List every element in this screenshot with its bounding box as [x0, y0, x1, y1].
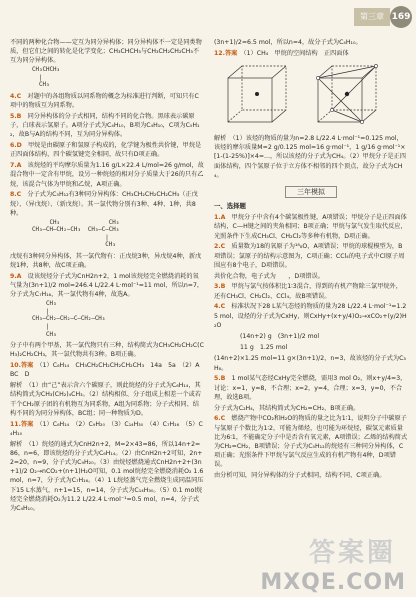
structure-formula: CH₃ CH₃ CH₃—CH—CH₂—CH₃ CH₃—C—CH₃ | CH₃: [32, 219, 120, 249]
answer-r6: 6.C 燃烧产物中CO₂和H₂O的物质的量之比为1∶1，说明分子中碳原子与氢原子个数比为1∶2，可能为烯烃，也可能为环烷烃，碳氢元素质量比为6∶1，不能确定分子中是否含有氧元素，A项错误；乙烯的结构简式为CH₂=CH₂，B项错误；分子式为C₅H₁₂的烷烃有三种同分异构体，C项正确；光照条件下甲烷与氯气反应生成的有机产物有4种，D项错误。: [214, 415, 408, 469]
cube-diagrams: [214, 60, 408, 130]
formula-line: (14n+2) g (3n+1)/2 mol: [240, 333, 320, 341]
paragraph: (3n+1)/2=6.5 mol，所以n=4，故分子式为C₄H₁₀。: [214, 39, 362, 46]
answer-r4: 4.C 标准状况下28 L某气态烃的物质的量为28 L/22.4 L·mol⁻¹=1.25 mol，设烃的分子式为CxHy，则CxHy+(x+y/4)O₂→xCO₂+(y/2)H₂O: [214, 303, 407, 329]
hydrogen-atom: [330, 108, 333, 111]
paragraph: 分子中有两个甲基，其一氯代物只有三种，结构简式为CH₃CH₂CH₂C(CH₃)₂CH₂CH₃，其一氯代物共有3种。B项正确。: [10, 342, 204, 359]
paragraph: (14n+2)×1.25 mol=11 g×(3n+1)/2，n=3，故该烃的分子式为C₃H₈。: [214, 355, 406, 372]
paragraph: 戊烷有3种同分异构体，其一氯代物有：正戊烷3种，异戊烷4种，新戊烷1种，共8种，故C项正确。: [10, 252, 202, 270]
watermark-logo: 答案圈: [308, 538, 396, 568]
right-column: [214, 38, 408, 482]
structure-formula: CH₃CHCH₃ | CH₃: [32, 67, 60, 89]
formula-line: 11 g 1.25 mol: [240, 344, 288, 352]
cube-front-face: [228, 78, 272, 122]
answer-11: 11.答案 （1）C₆H₁₄ （2）C₉H₂₀ （3）C₁₄H₃₀ （4）C₇H₁₆ （5）C₄H₁₀: [10, 420, 203, 437]
carbon-atom: [345, 92, 349, 96]
explanation-11: 解析 （1）烷烃的通式为CnH2n+2，M=2×43=86，所以14n+2=86，n=6，即该烷烃的分子式为C₆H₁₄。（2）由CnH2n+2可知，2n+2=20，n=9，分子式为C₉H₂₀。（3）由烷烃燃烧通式CnH2n+2+(3n+1)/2 O₂→nCO₂+(n+1)H₂O可知，0.1 mol烷烃完全燃烧消耗O₂ 1.6 mol，n=7，分子式为C₇H₁₆。（4）1 L烷烃蒸气完全燃烧生成同温同压下15 L水蒸气，n+1=15，n=14，分子式为C₁₄H₃₀。（5）0.1 mol烷烃完全燃烧消耗O₂为11.2 L/22.4 L·mol⁻¹=0.5 mol，n=4，分子式为C₄H₁₀。: [10, 440, 204, 512]
paragraph: 共价化合物，电子式为 ，D项错误。: [214, 272, 324, 280]
paragraph: 分子式为C₂H₄，其结构简式为CH₂=CH₂，B项正确。: [214, 404, 360, 412]
answer-r2: 2.C 质量数为18的氧原子为¹⁸₈O，A项错误；甲烷的球棍模型为，B项错误；氯原子的结构示意图为，C项正确；CCl₄的电子式中Cl原子周围应有8个电子，D项错误。: [214, 243, 405, 269]
para-text: 不同的两种化合物——定互为同分异构体；同分异构体不一定是同类物质，但它们之间的转化是化学变化；CH₃CHCH₃与CH₃CH₂CH₂CH₃不互为同分异构体。: [10, 39, 202, 65]
hydrogen-atom: [374, 64, 377, 67]
section-title: 三年模拟: [285, 186, 337, 198]
paragraph: 由分析可知，同分异构体的分子式相同，结构不同，C项正确。: [214, 472, 386, 480]
answer-6: 6.D 甲烷是由碳原子和氢原子构成的，化学键为极性共价键，甲烷是正四面体结构，四个碳氢键完全相同，故只有D项正确。: [10, 142, 202, 159]
explanation-12: 解析 （1）该烃的物质的量为n=2.8 L/22.4 L·mol⁻¹=0.125 mol，该烃的摩尔质量M=2 g/0.125 mol=16 g·mol⁻¹，1 g/16 g·mol⁻¹×[1-(1-25%)]×4=...，所以该烃的分子式为CH₄。（2）甲烷分子是正四面体结构，四个氢原子位于立方体不相邻的四个顶点，故分子式为CH₄。: [214, 135, 406, 179]
answer-10: 10.答案 （1）C₆H₁₄ CH₃CH₂CH₂CH₂CH₂CH₃ 14a 5a （2）A BC D: [10, 362, 206, 379]
answer-5: 5.B 同分异构体的分子式相同，结构不同的化合物。黑球表示碳原子，白球表示氢原子。A项分子式为C₄H₁₀，B项为C₄H₁₀，C项为C₅H₁₂，故B与A的结构不同，互为同分异构体。: [10, 112, 200, 139]
carbon-atom: [255, 92, 259, 96]
answer-9: 9.A 设该烷烃分子式为CnH2n+2，1 mol该烷烃完全燃烧消耗的氧气量为(3n+1)/2 mol=246.4 L/22.4 L·mol⁻¹=11 mol，所以n=7，分子式为C₇H₁₆，其一氯代物有4种，故选A。: [10, 272, 204, 299]
explanation-10: 解析 （1）由“己”表示含六个碳原子，则此烷烃的分子式为C₆H₁₄，其结构简式为CH₃(CH₂)₄CH₃。（2）结构相似、分子组成上相差一个或若干个CH₂原子团的有机物互为同系物，A组为同系物；分子式相同、结构不同的为同分异构体，BC组；同一种物质为D。: [10, 382, 202, 417]
page-number: 169: [390, 6, 412, 28]
answer-8: 8.C 分子式为C₅H₁₂有3种同分异构体：CH₃CH₂CH₂CH₂CH₃（正戊烷）、（异戊烷）、（新戊烷）。其一氯代物分别有3种、4种、1种，共8种。: [10, 191, 198, 217]
paragraph: [10, 38, 204, 66]
hydrogen-atom: [360, 120, 363, 123]
answer-r1: 1.A 甲烷分子中含有4个碳氢极性键，A项错误；甲烷分子是正四面体结构，C—H键之间的夹角相同；B项正确；甲烷与氯气发生取代反应，光照条件下生成CH₃Cl、CH₂Cl₂等多种有机物，D项正确。: [214, 214, 407, 240]
sub-title: 一、选择题: [214, 202, 246, 211]
answer-7: 7.A 该烷烃的平均摩尔质量为1.16 g/L×22.4 L/mol=26 g/mol，故混合物中一定含有甲烷，设另一种烷烃的相对分子质量大于26的只有乙烷，该混合气体为甲烷和乙烷，A项正确。: [10, 162, 204, 188]
left-column: [10, 38, 204, 515]
hydrogen-atom: [316, 76, 319, 79]
answer-r3: 3.B 甲烷与氯气按体积比1∶3混合，得到的有机产物除三氯甲烷外，还有CH₃Cl、CH₂Cl₂、CCl₄，故B项错误。: [214, 283, 402, 300]
answer-4: 4.C 对题中的各组物质以同系物的概念为标准进行判断，可知只有C项中的物质互为同系物。: [10, 92, 199, 110]
structure-formula: CH₃ | CH₃—CH₂—CH₂—C—CH₂—CH₃ | CH₃: [32, 301, 106, 338]
cube-svg: [214, 60, 408, 130]
answer-r5: 5.B 1 mol某气态烃CxHy完全燃烧，需用3 mol O₂，则x+y/4=3，讨论：x=1，y=8，不合理；x=2，y=4，合理；x=3，y=0，不合理，故选B项。: [214, 375, 407, 401]
chapter-label: 第三章: [354, 8, 390, 26]
cube-back-face: [242, 66, 286, 110]
answer-12: 12.答案 （1）CH₄ 甲烷的空间结构 正四面体: [214, 49, 349, 57]
watermark-url: MXQE.COM: [260, 570, 406, 595]
